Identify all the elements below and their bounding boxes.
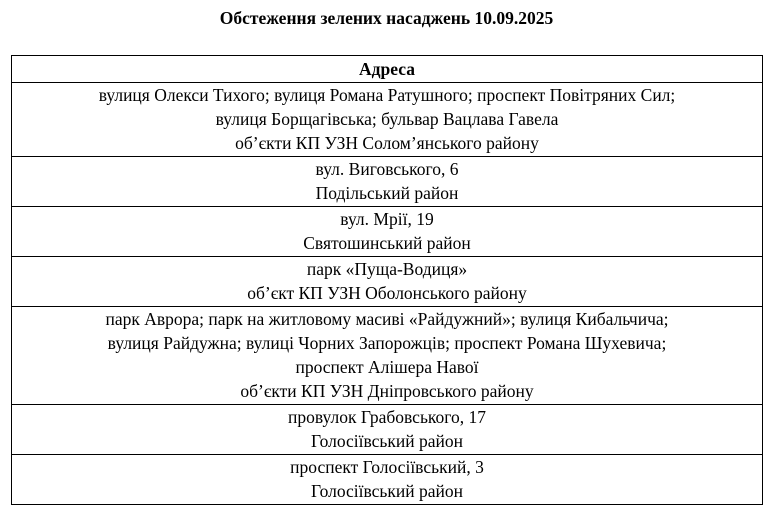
address-line: об’єкти КП УЗН Солом’янського району: [235, 133, 539, 153]
address-line: Подільський район: [315, 183, 459, 203]
table-row: [12, 307, 763, 405]
address-table: [11, 55, 763, 505]
table-row: [12, 157, 763, 207]
address-line: об’єкти КП УЗН Дніпровського району: [240, 381, 534, 401]
table-row: [12, 207, 763, 257]
address-line: вул. Мрії, 19: [340, 209, 434, 229]
address-line: вулиця Борщагівська; бульвар Вацлава Гавела: [215, 109, 559, 129]
address-cell: [12, 207, 763, 257]
address-cell: [12, 455, 763, 505]
address-line: провулок Грабовського, 17: [287, 407, 487, 427]
table-body: [12, 83, 763, 505]
table-header: [12, 56, 763, 83]
address-cell: [12, 405, 763, 455]
table-header-row: [12, 56, 763, 83]
address-cell: [12, 83, 763, 157]
address-line: парк «Пуща-Водиця»: [306, 259, 468, 279]
address-cell: [12, 307, 763, 405]
document-title: Обстеження зелених насаджень 10.09.2025: [219, 8, 554, 28]
address-line: Святошинський район: [303, 233, 471, 253]
address-line: вул. Виговського, 6: [315, 159, 459, 179]
address-line: вулиця Олекси Тихого; вулиця Романа Ратушного; проспект Повітряних Сил;: [98, 85, 676, 105]
table-row: [12, 405, 763, 455]
address-line: Голосіївський район: [310, 481, 464, 501]
table-row: [12, 83, 763, 157]
address-line: проспект Голосіївський, 3: [290, 457, 484, 477]
address-line: вулиця Райдужна; вулиці Чорних Запорожців; проспект Романа Шухевича;: [107, 333, 667, 353]
address-cell: [12, 157, 763, 207]
address-line: парк Аврора; парк на житловому масиві «Райдужний»; вулиця Кибальчича;: [105, 309, 669, 329]
table-row: [12, 257, 763, 307]
table-row: [12, 455, 763, 505]
address-line: об’єкт КП УЗН Оболонського району: [247, 283, 527, 303]
address-cell: [12, 257, 763, 307]
address-line: Голосіївський район: [310, 431, 464, 451]
address-column-header: Адреса: [12, 56, 763, 83]
address-line: проспект Алішера Навої: [295, 357, 479, 377]
